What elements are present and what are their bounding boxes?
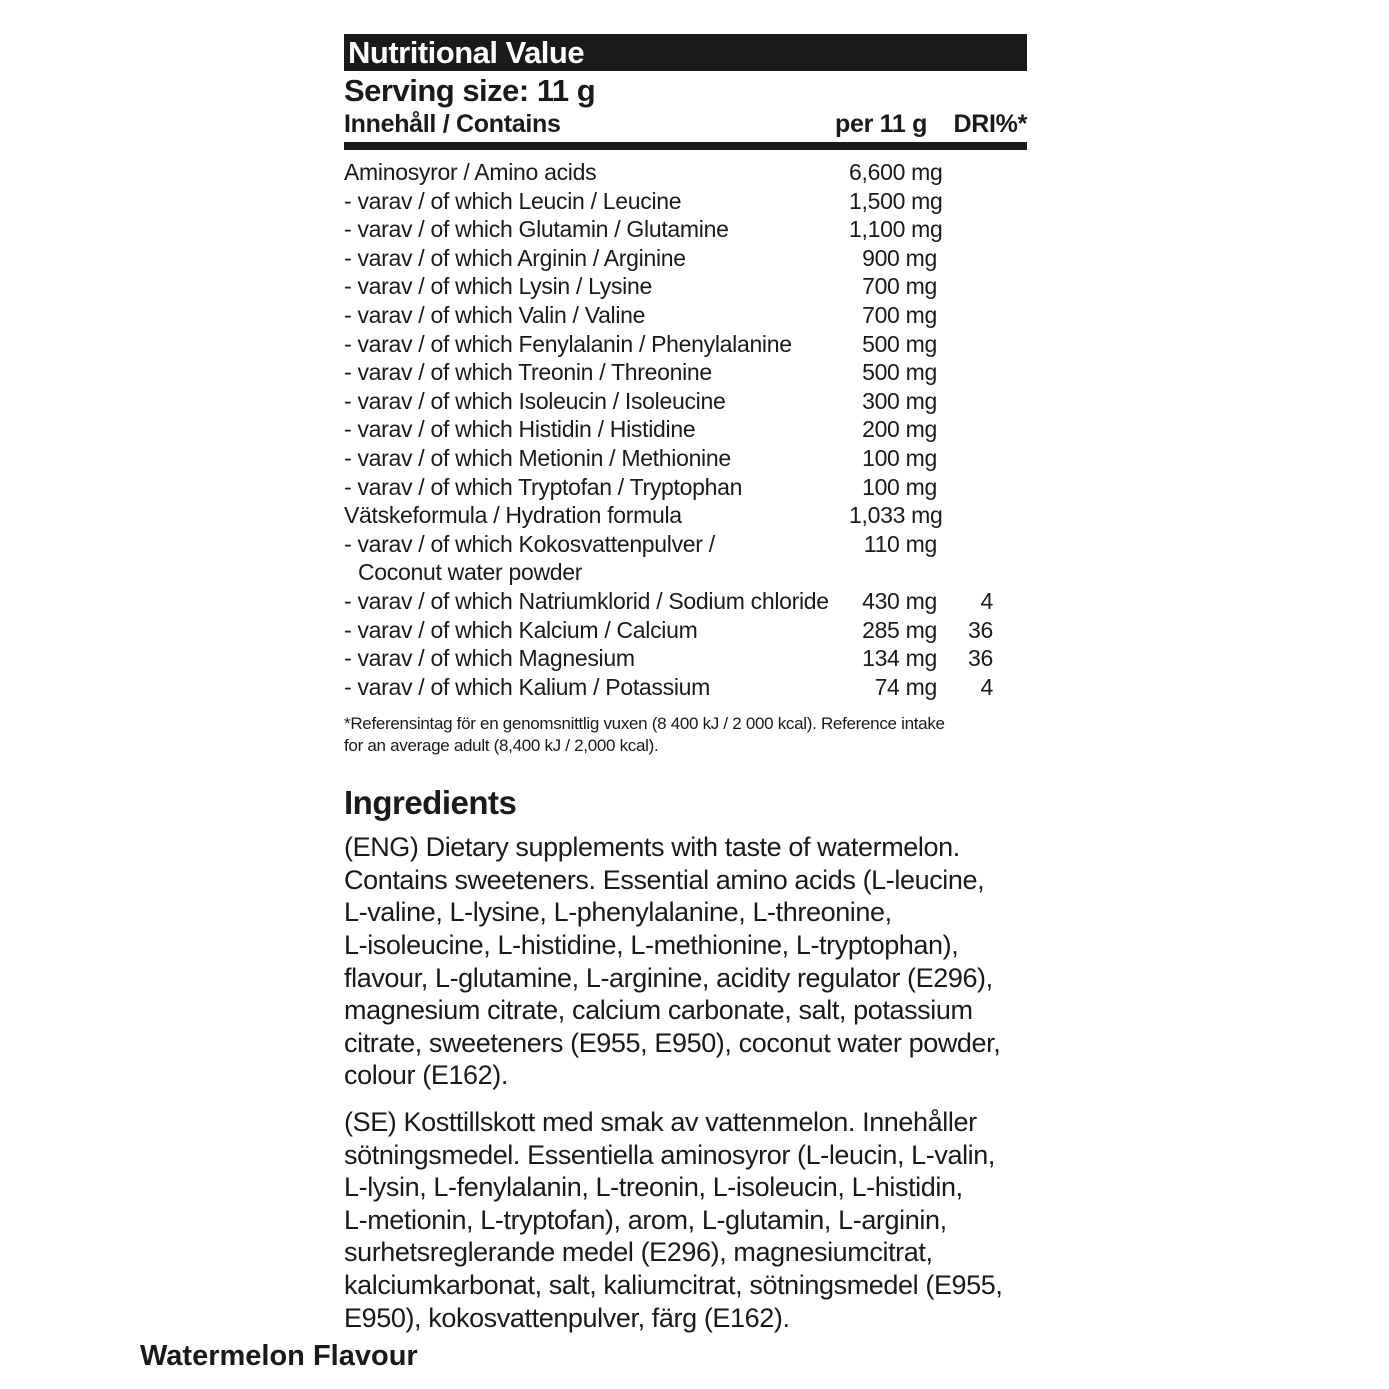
nutrition-row [344,387,1027,416]
nutrient-name: - varav / of which Tryptofan / Tryptophan [344,473,743,500]
nutrient-dri [951,558,1007,587]
nutrient-amount: 74 mg [874,673,937,700]
nutrient-dri [937,444,993,473]
dri-footnote: *Referensintag för en genomsnittlig vuxen (8 400 kJ / 2 000 kcal). Reference intake for an average adult (8,400 kJ / 2,000 kcal). [344,714,945,756]
nutrient-name: - varav / of which Kalium / Potassium [344,673,710,700]
nutrient-dri: 36 [968,645,993,672]
nutrition-row [344,272,1027,301]
nutrition-row [344,501,1027,530]
nutrient-name: Vätskeformula / Hydration formula [344,502,682,529]
nutrient-name: - varav / of which Natriumklorid / Sodium chloride [344,587,829,614]
nutrition-row [344,330,1027,359]
nutrient-name: - varav / of which Histidin / Histidine [344,416,696,443]
nutrition-row [344,415,1027,444]
nutrient-dri [937,215,993,244]
nutrient-amount: 900 mg [862,244,937,271]
nutrient-amount: 430 mg [862,587,937,614]
nutrition-row [344,187,1027,216]
nutrient-amount [863,558,951,587]
nutrient-dri [937,358,993,387]
nutrient-dri [937,415,993,444]
nutrient-name: - varav / of which Arginin / Arginine [344,244,686,271]
nutrient-name: - varav / of which Lysin / Lysine [344,273,652,300]
ingredients-eng: (ENG) Dietary supplements with taste of watermelon. Contains sweeteners. Essential amino acids (L-leucine, L-valine, L-lysine, L-phenylalanine, L-threonine, L-isoleucine, L-histidine, L-methionine, L-tryptophan), flavour, L-glutamine, L-arginine, acidity regulator (E296), magnesium citrate, calcium carbonate, salt, potassium citrate, sweeteners (E955, E950), coconut water powder, colour (E162). [344,832,1001,1091]
nutrient-name: - varav / of which Fenylalanin / Phenylalanine [344,330,792,357]
nutrition-row [344,530,1027,559]
header-per-serving: per 11 g [835,110,928,138]
nutrient-amount: 285 mg [862,616,937,643]
nutrition-row [344,587,1027,616]
nutrient-dri: 36 [968,616,993,643]
nutrient-amount: 1,033 mg [849,502,943,529]
nutrient-name: - varav / of which Valin / Valine [344,301,646,328]
nutrition-row [344,644,1027,673]
nutrient-amount: 200 mg [862,416,937,443]
nutrient-amount: 100 mg [862,473,937,500]
nutrient-dri [937,301,993,330]
nutrient-name: Aminosyror / Amino acids [344,159,597,185]
nutrient-amount: 6,600 mg [849,159,943,185]
nutrient-dri [937,244,993,273]
nutrient-name: - varav / of which Kalcium / Calcium [344,616,698,643]
nutrition-row [344,473,1027,502]
nutrient-amount: 1,100 mg [849,216,943,243]
nutrient-name: - varav / of which Glutamin / Glutamine [344,216,729,243]
ingredients-title: Ingredients [344,784,517,822]
nutrient-name: - varav / of which Metionin / Methionine [344,444,731,471]
nutrient-name: - varav / of which Treonin / Threonine [344,359,712,386]
nutrient-name: - varav / of which Isoleucin / Isoleucine [344,387,726,414]
nutrient-amount: 500 mg [862,359,937,386]
nutrition-row [344,616,1027,645]
nutrition-panel [344,34,1027,1334]
flavour-label: Watermelon Flavour [140,1340,418,1372]
nutrient-name: - varav / of which Magnesium [344,645,635,672]
nutrient-amount: 100 mg [862,444,937,471]
ingredients-se: (SE) Kosttillskott med smak av vattenmelon. Innehåller sötningsmedel. Essentiella aminosyror (L-leucin, L-valin, L-lysin, L-fenylalanin, L-treonin, L-isoleucin, L-histidin, L-metionin, L-tryptofan), arom, L-glutamin, L-arginin, surhetsreglerande medel (E296), magnesiumcitrat, kalciumkarbonat, salt, kaliumcitrat, sötningsmedel (E955, E950), kokosvattenpulver, färg (E162). [344,1107,1003,1333]
nutrition-header-row [344,109,1027,150]
nutrition-row [344,358,1027,387]
nutrient-amount: 134 mg [862,645,937,672]
nutrient-name: - varav / of which Leucin / Leucine [344,187,682,214]
nutrient-dri [937,330,993,359]
nutrient-dri [937,387,993,416]
nutrient-dri [937,272,993,301]
nutrient-amount: 500 mg [862,330,937,357]
nutrient-amount: 700 mg [862,273,937,300]
nutrition-row [344,215,1027,244]
nutrition-row [344,244,1027,273]
nutrient-dri [937,158,993,187]
nutrient-dri: 4 [980,587,993,614]
nutrient-dri [937,501,993,530]
nutrient-amount: 700 mg [862,301,937,328]
nutrition-rows [344,158,1027,701]
nutrient-name: - varav / of which Kokosvattenpulver / [344,530,715,557]
nutrition-title: Nutritional Value [344,34,1027,71]
nutrient-amount: 110 mg [863,530,937,557]
nutrient-dri [937,187,993,216]
serving-size: Serving size: 11 g [344,73,596,108]
nutrient-dri: 4 [980,673,993,700]
nutrition-row [344,158,1027,187]
nutrient-dri [937,473,993,502]
nutrient-dri [937,530,993,559]
header-dri: DRI%* [953,110,1027,138]
nutrient-amount: 1,500 mg [849,187,943,214]
nutrient-amount: 300 mg [862,387,937,414]
header-contains: Innehåll / Contains [344,110,561,138]
nutrient-name: Coconut water powder [358,559,583,586]
nutrition-row [344,444,1027,473]
nutrition-row [344,673,1027,702]
nutrition-row [344,558,1027,587]
nutrition-row [344,301,1027,330]
